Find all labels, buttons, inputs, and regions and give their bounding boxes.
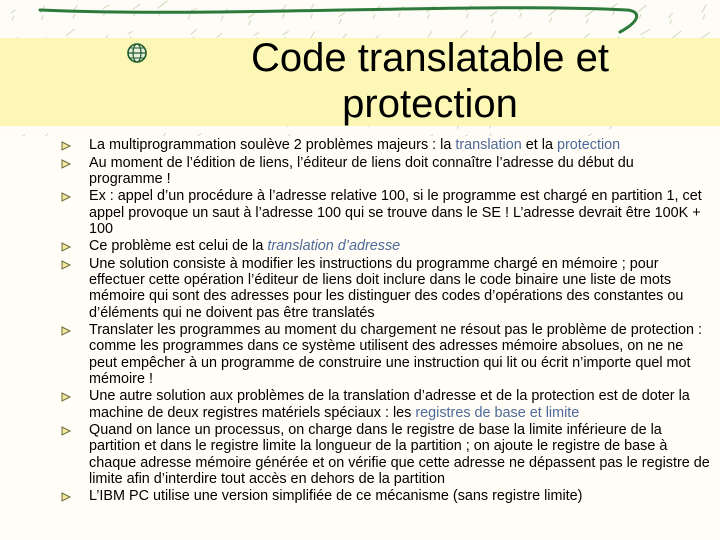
bullet-list — [60, 137, 710, 506]
bullet-text: Ex : appel d’un procédure à l’adresse relative 100, si le programme est chargé en partition 1, cet appel provoque un saut à l’adresse 100 qui se trouve dans le SE ! L’adresse devrait être 100K + 100 — [89, 188, 702, 237]
globe-icon — [126, 42, 148, 64]
bullet-item — [60, 488, 710, 504]
highlight-text: protection — [556, 137, 621, 153]
bullet-text: Une autre solution aux problèmes de la translation d’adresse et de la protection est de doter la machine de deux registres matériels spéciaux : les — [89, 388, 690, 421]
bullet-item — [60, 422, 710, 487]
bullet-text: Quand on lance un processus, on charge dans le registre de base la limite inférieure de la partition et dans le registre limite la longueur de la partition ; on ajoute le registre de base à chaque adresse mémoire générée et on vérifie que cette adresse ne dépassent pas le registre de limite afin d’interdire tout accès en dehors de la partition — [89, 422, 710, 487]
bullet-icon — [60, 158, 72, 170]
bullet-item — [60, 238, 710, 254]
highlight-text: registres de base et limite — [415, 404, 580, 421]
bullet-text: Une solution consiste à modifier les instructions du programme chargé en mémoire ; pour effectuer cette opération l’éditeur de liens doit inclure dans le code binaire une liste de mots mémoire qui sont des adresses pour les distinguer des codes d’opérations des constantes ou d’éléments qui ne doivent pas être translatés — [89, 255, 684, 321]
bullet-text: Au moment de l’édition de liens, l’éditeur de liens doit connaître l’adresse du début du programme ! — [89, 154, 634, 187]
bullet-icon — [60, 325, 72, 337]
bullet-icon — [60, 425, 72, 437]
highlight-text: translation — [455, 137, 522, 153]
highlight-text: translation d’adresse — [267, 238, 401, 255]
bullet-text: et la — [521, 137, 557, 153]
bullet-text: L’IBM PC utilise une version simplifiée de ce mécanisme (sans registre limite) — [89, 488, 583, 505]
bullet-item — [60, 188, 710, 237]
bullet-icon — [60, 491, 72, 503]
bullet-text: Ce problème est celui de la — [89, 238, 268, 255]
bullet-item — [60, 322, 710, 387]
bullet-item — [60, 137, 710, 153]
bullet-text: Translater les programmes au moment du chargement ne résout pas le problème de protection : comme les programmes dans ce système utilisent des adresses mémoire absolues, on ne ne peut empêcher à un programme de construire une instruction qui lit ou écrit n’importe quel mot mémoire ! — [89, 322, 702, 387]
bullet-item — [60, 155, 710, 187]
bullet-item — [60, 256, 710, 321]
bullet-icon — [60, 191, 72, 203]
bullet-text: La multiprogrammation soulève 2 problèmes majeurs : la — [89, 137, 456, 153]
bullet-item — [60, 388, 710, 420]
slide-title: Code translatable et protection — [250, 36, 609, 126]
bullet-icon — [60, 140, 72, 152]
bullet-icon — [60, 241, 72, 253]
bullet-icon — [60, 391, 72, 403]
bullet-icon — [60, 259, 72, 271]
